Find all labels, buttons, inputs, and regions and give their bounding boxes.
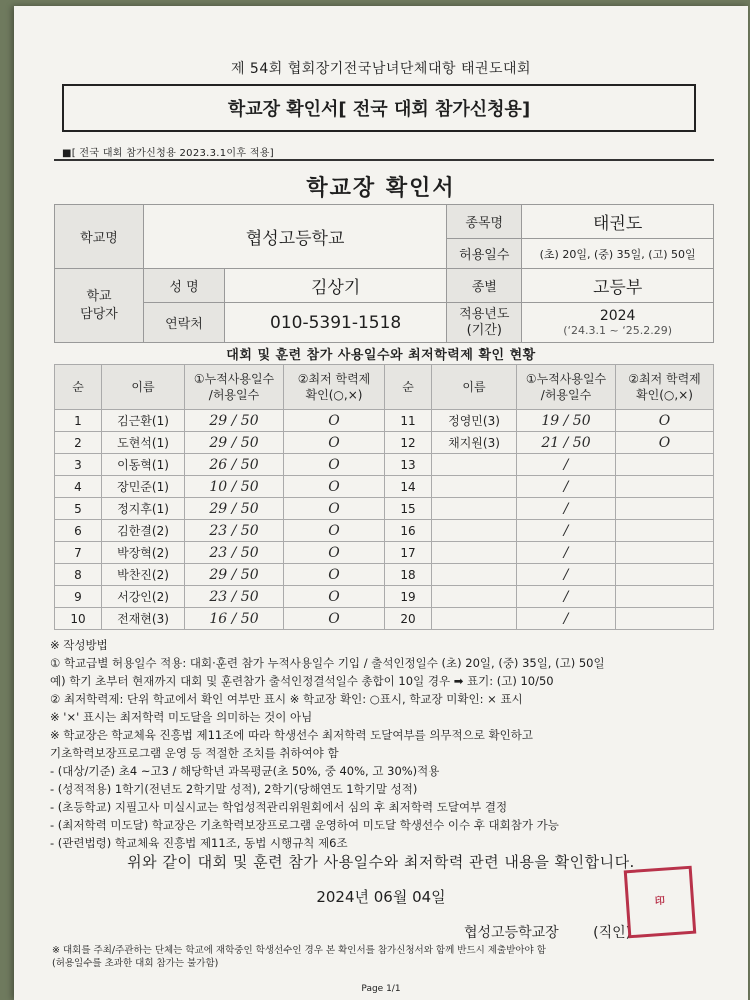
table-cell (616, 498, 714, 520)
note-line: - (초등학교) 지필고사 미실시교는 학업성적관리위원회에서 심의 후 최저학력 도달여부 결정 (50, 800, 508, 814)
note-line: ① 학교급별 허용일수 적용: 대회·훈련 참가 누적사용일수 기입 / 출석인정일수 (초) 20일, (중) 35일, (고) 50일 (50, 656, 605, 670)
table-row (55, 498, 714, 520)
table-cell: 2 (55, 432, 102, 454)
table-cell: 10 (55, 608, 102, 630)
table-cell: 23 / 50 (185, 586, 284, 608)
document-page (14, 6, 748, 1000)
division-label: 종별 (447, 269, 522, 303)
contact-label: 연락처 (144, 303, 225, 343)
year-label: 적용년도 (기간) (447, 303, 522, 343)
contact-value: 010-5391-1518 (225, 303, 447, 343)
table-cell: 서강인(2) (102, 586, 185, 608)
table-row (55, 542, 714, 564)
table-cell: O (616, 432, 714, 454)
year-value: 2024 (599, 308, 636, 324)
applicability-note: ■[ 전국 대회 참가신청용 2023.3.1이후 적용] (62, 148, 274, 159)
table-cell (616, 454, 714, 476)
school-name: 협성고등학교 (144, 205, 447, 269)
table-cell: 1 (55, 410, 102, 432)
table-cell (432, 454, 517, 476)
table-cell: O (284, 542, 385, 564)
table-cell (616, 476, 714, 498)
table-cell (616, 520, 714, 542)
note-line: - (대상/기준) 초4 ~고3 / 해당학년 과목평균(초 50%, 중 40%, 고 30%)적용 (50, 764, 440, 778)
allow-days-value: (초) 20일, (중) 35일, (고) 50일 (522, 239, 714, 269)
signer-line (464, 922, 631, 942)
info-table (54, 204, 714, 343)
note-line: - (성적적용) 1학기(전년도 2학기말 성적), 2학기(당해연도 1학기말 성적) (50, 782, 418, 796)
name-label: 성 명 (144, 269, 225, 303)
signer-name: 협성고등학교장 (464, 925, 559, 941)
table-cell: 장민준(1) (102, 476, 185, 498)
table-cell (432, 586, 517, 608)
table-cell: 20 (385, 608, 432, 630)
table-cell: 11 (385, 410, 432, 432)
table-cell: 9 (55, 586, 102, 608)
signer-mark: (직인) (593, 925, 632, 941)
instructions (50, 636, 730, 852)
table-cell: O (284, 476, 385, 498)
issue-date: 2024년 06월 04일 (316, 888, 446, 906)
table-cell (432, 564, 517, 586)
table-cell: / (517, 542, 616, 564)
table-cell: 김한결(2) (102, 520, 185, 542)
table-row (55, 432, 714, 454)
table-row (55, 520, 714, 542)
table-cell: 26 / 50 (185, 454, 284, 476)
table-cell: 10 / 50 (185, 476, 284, 498)
table-cell: / (517, 454, 616, 476)
table-cell: 7 (55, 542, 102, 564)
table-cell: 14 (385, 476, 432, 498)
table-cell (432, 608, 517, 630)
table-cell: 박찬진(2) (102, 564, 185, 586)
table-cell: 채지원(3) (432, 432, 517, 454)
footnote-line: ※ 대회를 주최/주관하는 단체는 학교에 재학중인 학생선수인 경우 본 확인서를 참가신청서와 함께 반드시 제출받아야 함 (52, 945, 546, 956)
table-cell: / (517, 608, 616, 630)
table-cell: 3 (55, 454, 102, 476)
col-header: ②최저 학력제 확인(○,×) (616, 365, 714, 410)
table-cell: O (284, 608, 385, 630)
table-cell: 5 (55, 498, 102, 520)
divider (54, 159, 714, 161)
col-header: 순 (55, 365, 102, 410)
table-row (55, 476, 714, 498)
table-cell: 4 (55, 476, 102, 498)
table-cell: O (284, 432, 385, 454)
status-title: 대회 및 훈련 참가 사용일수와 최저학력제 확인 현황 (226, 348, 536, 363)
table-cell: 정영민(3) (432, 410, 517, 432)
table-cell: 6 (55, 520, 102, 542)
table-row (55, 564, 714, 586)
col-header: 순 (385, 365, 432, 410)
note-line: ※ '×' 표시는 최저학력 미도달을 의미하는 것이 아님 (50, 710, 313, 724)
col-header: 이름 (432, 365, 517, 410)
table-row (55, 454, 714, 476)
table-cell: 15 (385, 498, 432, 520)
col-header: ①누적사용일수 /허용일수 (185, 365, 284, 410)
table-cell: 17 (385, 542, 432, 564)
note-line: ② 최저학력제: 단위 학교에서 확인 여부만 표시 ※ 학교장 확인: ○표시, 학교장 미확인: × 표시 (50, 692, 523, 706)
status-table (54, 364, 714, 630)
official-seal-icon: 印 (624, 866, 697, 939)
table-cell: 정지후(1) (102, 498, 185, 520)
table-cell: 21 / 50 (517, 432, 616, 454)
period-value: (‘24.3.1 ~ ‘25.2.29) (563, 324, 673, 337)
box-title: 학교장 확인서[ 전국 대회 참가신청용] (62, 84, 696, 132)
table-row (55, 586, 714, 608)
table-cell: 29 / 50 (185, 410, 284, 432)
col-header: 이름 (102, 365, 185, 410)
table-cell: 이동혁(1) (102, 454, 185, 476)
table-cell: 18 (385, 564, 432, 586)
person-label: 학교 담당자 (55, 269, 144, 343)
table-cell: 19 (385, 586, 432, 608)
table-cell: / (517, 586, 616, 608)
table-cell: 13 (385, 454, 432, 476)
school-name-label: 학교명 (55, 205, 144, 269)
table-cell: 29 / 50 (185, 498, 284, 520)
table-cell (432, 520, 517, 542)
table-cell: / (517, 498, 616, 520)
table-cell: / (517, 520, 616, 542)
table-cell: 23 / 50 (185, 520, 284, 542)
table-cell: 16 (385, 520, 432, 542)
footnote (52, 944, 742, 970)
table-cell (616, 564, 714, 586)
table-cell (616, 586, 714, 608)
division-value: 고등부 (522, 269, 714, 303)
note-line: 예) 학기 초부터 현재까지 대회 및 훈련참가 출석인정결석일수 총합이 10일 경우 ➡ 표기: (고) 10/50 (50, 674, 554, 688)
table-cell (432, 498, 517, 520)
table-cell: 전재현(3) (102, 608, 185, 630)
confirm-statement: 위와 같이 대회 및 훈련 참가 사용일수와 최저학력 관련 내용을 확인합니다. (127, 853, 635, 871)
table-cell: 16 / 50 (185, 608, 284, 630)
table-row (55, 608, 714, 630)
note-line: - (관련법령) 학교체육 진흥법 제11조, 동법 시행규칙 제6조 (50, 836, 348, 850)
table-cell: O (616, 410, 714, 432)
table-cell (432, 476, 517, 498)
table-row (55, 410, 714, 432)
table-cell: O (284, 498, 385, 520)
note-line: ※ 작성방법 (50, 638, 108, 652)
table-cell: O (284, 564, 385, 586)
table-cell: / (517, 564, 616, 586)
event-value: 태권도 (522, 205, 714, 239)
table-cell (616, 608, 714, 630)
allow-days-label: 허용일수 (447, 239, 522, 269)
table-cell (616, 542, 714, 564)
table-cell: / (517, 476, 616, 498)
page-number: Page 1/1 (361, 984, 401, 994)
table-cell: O (284, 586, 385, 608)
event-header: 제 54회 협회장기전국남녀단체대항 태권도대회 (230, 61, 532, 77)
table-cell: 23 / 50 (185, 542, 284, 564)
table-cell: O (284, 410, 385, 432)
table-cell: 29 / 50 (185, 564, 284, 586)
table-cell: 12 (385, 432, 432, 454)
col-header: ②최저 학력제 확인(○,×) (284, 365, 385, 410)
table-cell: 19 / 50 (517, 410, 616, 432)
table-cell: 8 (55, 564, 102, 586)
person-name: 김상기 (225, 269, 447, 303)
table-cell: 도현석(1) (102, 432, 185, 454)
event-label: 종목명 (447, 205, 522, 239)
table-cell: 박장혁(2) (102, 542, 185, 564)
note-line: - (최저학력 미도달) 학교장은 기초학력보장프로그램 운영하여 미도달 학생선수 이수 후 대회참가 가능 (50, 818, 559, 832)
year-cell (522, 303, 714, 343)
table-cell: 김근환(1) (102, 410, 185, 432)
main-title: 학교장 확인서 (306, 176, 456, 201)
note-line: ※ 학교장은 학교체육 진흥법 제11조에 따라 학생선수 최저학력 도달여부를 의무적으로 확인하고 (50, 728, 533, 742)
table-cell: O (284, 520, 385, 542)
note-line: 기초학력보장프로그램 운영 등 적절한 조치를 취하여야 함 (50, 746, 339, 760)
col-header: ①누적사용일수 /허용일수 (517, 365, 616, 410)
table-cell: O (284, 454, 385, 476)
footnote-line: (허용일수를 초과한 대회 참가는 불가함) (52, 958, 219, 969)
table-cell: 29 / 50 (185, 432, 284, 454)
table-cell (432, 542, 517, 564)
